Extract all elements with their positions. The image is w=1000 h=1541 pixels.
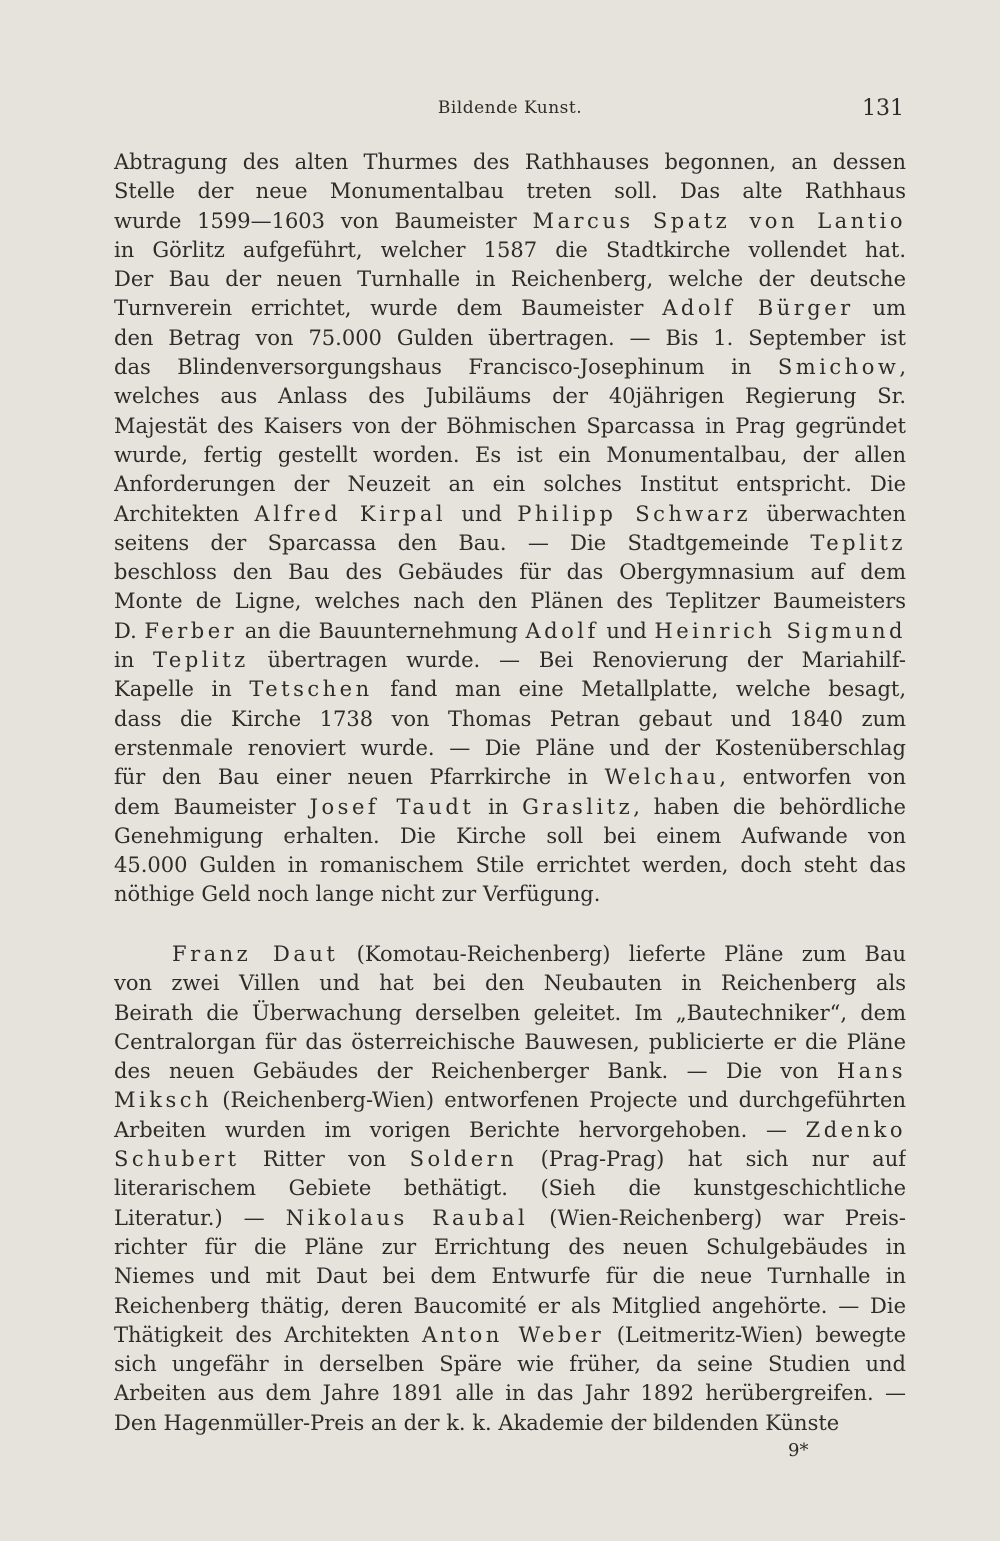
text-line: [114, 1204, 906, 1233]
signature-mark: 9*: [788, 1440, 809, 1461]
text-run: den Betrag von 75.000 Gulden übertragen. — Bis 1. September ist: [114, 325, 906, 350]
text-line: [114, 1262, 906, 1291]
text-line: [114, 412, 906, 441]
text-line: [114, 1233, 906, 1262]
spaced-name: Miksch: [114, 1088, 213, 1113]
spaced-name: Adolf Bürger: [662, 296, 854, 321]
spaced-name: Heinrich Sigmund: [654, 618, 906, 643]
text-line: [114, 646, 906, 675]
text-run: 45.000 Gulden in romanischem Stile errichtet werden, doch steht das: [114, 853, 906, 878]
text-line: [114, 1116, 906, 1145]
spaced-name: Franz Daut: [172, 942, 339, 966]
spaced-name: Ferber: [144, 618, 238, 643]
text-run: Arbeiten wurden im vorigen Berichte hervorgehoben. —: [114, 1117, 806, 1142]
text-line: [114, 1292, 906, 1321]
text-line: [114, 940, 906, 969]
text-run: Thätigkeit des Architekten: [114, 1322, 422, 1347]
text-line: [114, 587, 906, 616]
text-line: [114, 617, 906, 646]
text-line: [114, 470, 906, 499]
text-line: [114, 734, 906, 763]
text-run: Arbeiten aus dem Jahre 1891 alle in das Jahr 1892 herübergreifen. —: [114, 1381, 906, 1406]
text-run: Niemes und mit Daut bei dem Entwurfe für die neue Turnhalle in: [114, 1264, 906, 1289]
text-line: [114, 822, 906, 851]
text-run: Stelle der neue Monumentalbau treten soll. Das alte Rathhaus: [114, 179, 906, 204]
text-run: literarischem Gebiete bethätigt. (Sieh die kunstgeschichtliche: [114, 1176, 906, 1201]
spaced-name: Teplitz: [810, 530, 906, 555]
text-line: [114, 1174, 906, 1203]
text-run: Kapelle in: [114, 677, 250, 702]
text-run: überwachten: [751, 501, 906, 526]
text-line: [114, 1028, 906, 1057]
text-line: [114, 1086, 906, 1115]
text-run: Ritter von: [239, 1147, 410, 1172]
text-run: Monte de Ligne, welches nach den Plänen des Teplitzer Baumeisters: [114, 589, 906, 614]
paragraph-2: [114, 940, 906, 1438]
text-run: seitens der Sparcassa den Bau. — Die Stadtgemeinde: [114, 530, 811, 555]
text-run: , haben die behördliche: [633, 794, 906, 819]
text-run: (Prag-Prag) hat sich nur auf: [517, 1147, 906, 1172]
text-run: an die Bauunternehmung: [237, 618, 526, 643]
text-run: Reichenberg thätig, deren Baucomité er als Mitglied angehörte. — Die: [114, 1293, 906, 1318]
text-run: Den Hagenmüller-Preis an der k. k. Akademie der bildenden Künste: [114, 1410, 840, 1435]
spaced-name: Zdenko: [805, 1117, 906, 1142]
spaced-name: Anton Weber: [421, 1322, 605, 1347]
text-line: [114, 1145, 906, 1174]
text-run: dem Baumeister: [114, 794, 310, 819]
text-run: Anforderungen der Neuzeit an ein solches Institut entspricht. Die: [114, 472, 906, 497]
text-line: [114, 969, 906, 998]
text-line: [114, 148, 906, 177]
spaced-name: Josef Taudt: [309, 794, 475, 819]
spaced-name: Hans: [836, 1059, 906, 1084]
text-run: Majestät des Kaisers von der Böhmischen Sparcassa in Prag gegründet: [114, 413, 906, 438]
text-run: Abtragung des alten Thurmes des Rathhauses begonnen, an dessen: [114, 150, 906, 174]
spaced-name: Tetschen: [249, 677, 373, 702]
text-run: Genehmigung erhalten. Die Kirche soll bei einem Aufwande von: [114, 823, 906, 848]
text-line: [114, 1321, 906, 1350]
text-run: von zwei Villen und hat bei den Neubauten in Reichenberg als: [114, 971, 906, 996]
text-line: [114, 1057, 906, 1086]
text-run: (Komotau-Reichenberg) lieferte Pläne zum Bau: [338, 942, 906, 966]
text-line: [114, 999, 906, 1028]
spaced-name: Alfred Kirpal: [254, 501, 447, 526]
text-run: um: [853, 296, 906, 321]
text-run: in Görlitz aufgeführt, welcher 1587 die Stadtkirche vollendet hat.: [114, 237, 906, 262]
text-run: wurde, fertig gestellt worden. Es ist ein Monumentalbau, der allen: [114, 442, 906, 467]
text-run: das Blindenversorgungshaus Francisco-Josephinum in: [114, 355, 778, 380]
spaced-name: Soldern: [409, 1147, 518, 1172]
spaced-name: Philipp Schwarz: [517, 501, 752, 526]
text-run: Der Bau der neuen Turnhalle in Reichenberg, welche der deutsche: [114, 267, 906, 292]
spaced-name: Nikolaus Raubal: [285, 1205, 529, 1230]
page-number: 131: [862, 96, 904, 121]
running-head: [114, 96, 906, 124]
text-run: (Reichenberg-Wien) entworfenen Projecte und durchgeführten: [212, 1088, 906, 1113]
text-run: Literatur.) —: [114, 1205, 286, 1230]
text-line: [114, 207, 906, 236]
text-run: dass die Kirche 1738 von Thomas Petran gebaut und 1840 zum: [114, 706, 906, 731]
paragraph-1: [114, 148, 906, 910]
text-run: sich ungefähr in derselben Späre wie früher, da seine Studien und: [114, 1352, 906, 1377]
text-run: D.: [114, 618, 145, 643]
spaced-name: Marcus Spatz von Lantio: [532, 208, 906, 233]
text-run: für den Bau einer neuen Pfarrkirche in: [114, 765, 605, 790]
text-run: erstenmale renoviert wurde. — Die Pläne und der Kostenüberschlag: [114, 735, 906, 760]
text-run: , entworfen von: [719, 765, 906, 790]
text-run: richter für die Pläne zur Errichtung des neuen Schulgebäudes in: [114, 1234, 906, 1259]
text-run: welches aus Anlass des Jubiläums der 40jährigen Regierung Sr.: [114, 384, 906, 409]
text-run: und: [598, 618, 655, 643]
text-line: [114, 1409, 906, 1438]
text-line: [114, 793, 906, 822]
text-run: in: [114, 648, 154, 673]
text-line: [114, 441, 906, 470]
text-run: Beirath die Überwachung derselben geleitet. Im „Bautechniker“, dem: [114, 1000, 906, 1025]
text-line: [114, 265, 906, 294]
text-run: übertragen wurde. — Bei Renovierung der Mariahilf-: [248, 648, 906, 673]
running-title: Bildende Kunst.: [437, 98, 583, 118]
spaced-name: Teplitz: [153, 648, 249, 673]
spaced-name: Smichow: [777, 355, 900, 380]
spaced-name: Schubert: [114, 1147, 240, 1172]
text-line: [114, 763, 906, 792]
text-line: [114, 675, 906, 704]
text-run: fand man eine Metallplatte, welche besagt,: [372, 677, 906, 702]
text-line: [114, 1350, 906, 1379]
text-line: [114, 851, 906, 880]
spaced-name: Adolf: [525, 618, 599, 643]
text-line: [114, 529, 906, 558]
text-run: (Leitmeritz-Wien) bewegte: [604, 1322, 906, 1347]
text-line: [114, 880, 906, 909]
text-run: nöthige Geld noch lange nicht zur Verfügung.: [114, 882, 601, 907]
text-run: wurde 1599—1603 von Baumeister: [114, 208, 533, 233]
text-line: [114, 353, 906, 382]
text-run: in: [474, 794, 523, 819]
text-run: (Wien-Reichenberg) war Preis-: [528, 1205, 906, 1230]
text-run: und: [446, 501, 518, 526]
text-line: [114, 705, 906, 734]
text-line: [114, 177, 906, 206]
text-line: [114, 324, 906, 353]
text-line: [114, 558, 906, 587]
text-line: [114, 236, 906, 265]
text-run: Centralorgan für das österreichische Bauwesen, publicierte er die Pläne: [114, 1029, 906, 1054]
text-run: Architekten: [114, 501, 255, 526]
text-line: [114, 382, 906, 411]
text-run: ,: [899, 355, 906, 380]
text-line: [114, 500, 906, 529]
spaced-name: Welchau: [604, 765, 720, 790]
text-run: des neuen Gebäudes der Reichenberger Bank. — Die von: [114, 1059, 837, 1084]
text-line: [114, 294, 906, 323]
spaced-name: Graslitz: [522, 794, 634, 819]
text-run: beschloss den Bau des Gebäudes für das Obergymnasium auf dem: [114, 560, 906, 585]
text-run: Turnverein errichtet, wurde dem Baumeister: [114, 296, 663, 321]
text-line: [114, 1379, 906, 1408]
